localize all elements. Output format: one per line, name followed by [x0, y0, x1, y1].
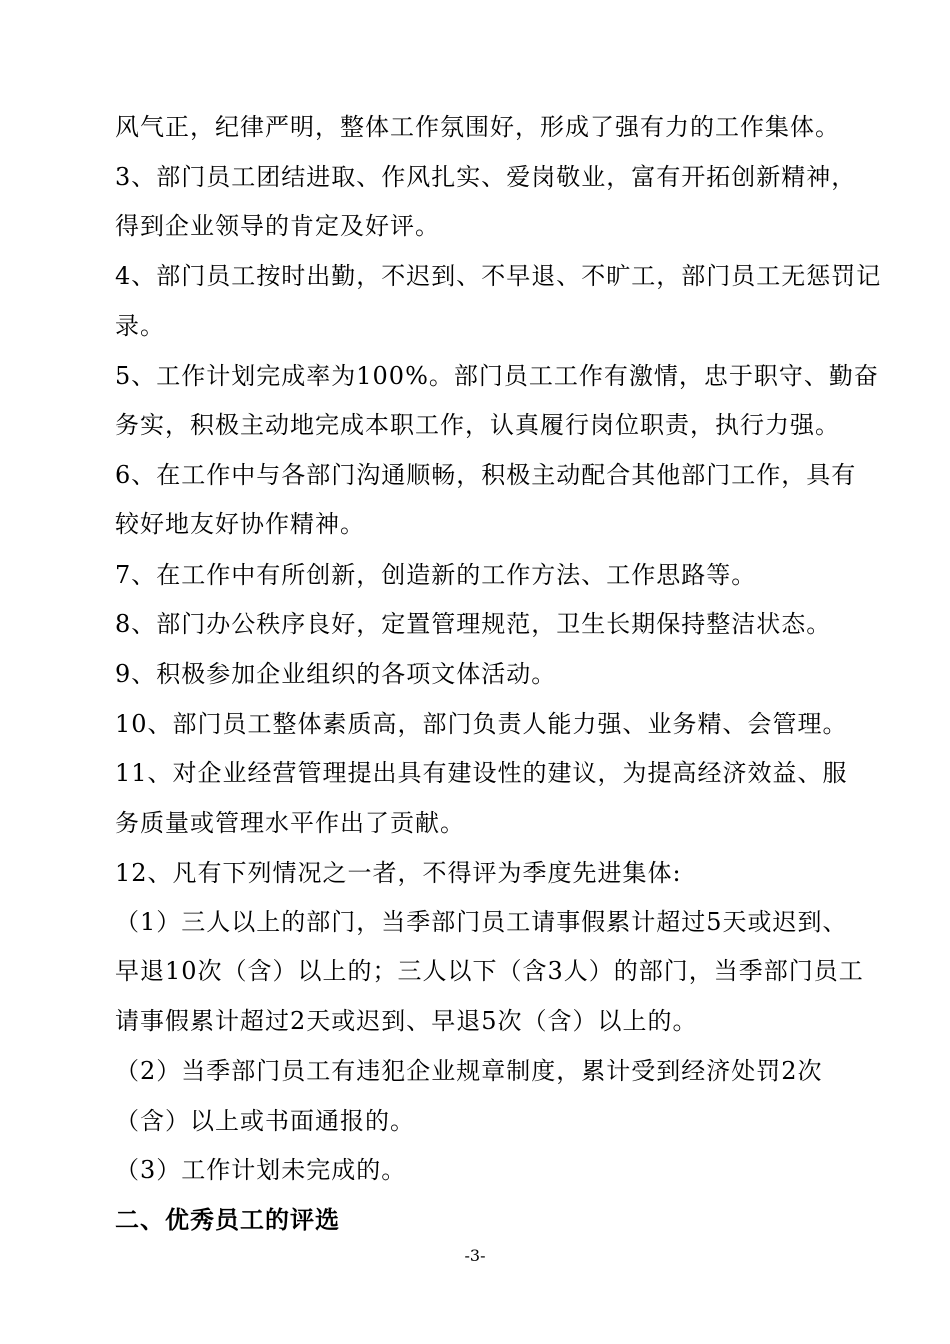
- body-line: 请事假累计超过2天或迟到、早退5次（含）以上的。: [115, 1007, 698, 1035]
- body-line: （3）工作计划未完成的。: [115, 1156, 407, 1184]
- body-line: 6、在工作中与各部门沟通顺畅，积极主动配合其他部门工作，具有: [115, 461, 857, 489]
- body-line: 务质量或管理水平作出了贡献。: [115, 809, 465, 837]
- body-line: 较好地友好协作精神。: [115, 510, 365, 538]
- body-line: 风气正，纪律严明，整体工作氛围好，形成了强有力的工作集体。: [115, 113, 840, 141]
- body-line: 4、部门员工按时出勤，不迟到、不早退、不旷工，部门员工无惩罚记: [115, 262, 882, 290]
- body-line: 9、积极参加企业组织的各项文体活动。: [115, 660, 557, 688]
- body-line: （2）当季部门员工有违犯企业规章制度，累计受到经济处罚2次: [115, 1057, 823, 1085]
- body-line: 10、部门员工整体素质高，部门负责人能力强、业务精、会管理。: [115, 710, 848, 738]
- body-line: 早退10次（含）以上的；三人以下（含3人）的部门，当季部门员工: [115, 957, 864, 985]
- body-line: （含）以上或书面通报的。: [115, 1107, 415, 1135]
- section-heading: 二、优秀员工的评选: [115, 1206, 340, 1234]
- page-number: -3-: [464, 1246, 486, 1265]
- body-line: 录。: [115, 312, 165, 340]
- body-line: 8、部门办公秩序良好，定置管理规范，卫生长期保持整洁状态。: [115, 610, 832, 638]
- body-line: 12、凡有下列情况之一者，不得评为季度先进集体:: [115, 859, 682, 887]
- body-line: 7、在工作中有所创新，创造新的工作方法、工作思路等。: [115, 561, 757, 589]
- body-line: 得到企业领导的肯定及好评。: [115, 212, 440, 240]
- body-line: 务实，积极主动地完成本职工作，认真履行岗位职责，执行力强。: [115, 411, 840, 439]
- body-line: 5、工作计划完成率为100%。部门员工工作有激情，忠于职守、勤奋: [115, 362, 879, 390]
- body-line: 3、部门员工团结进取、作风扎实、爱岗敬业，富有开拓创新精神，: [115, 163, 857, 191]
- body-line: （1）三人以上的部门，当季部门员工请事假累计超过5天或迟到、: [115, 908, 848, 936]
- body-line: 11、对企业经营管理提出具有建设性的建议，为提高经济效益、服: [115, 759, 848, 787]
